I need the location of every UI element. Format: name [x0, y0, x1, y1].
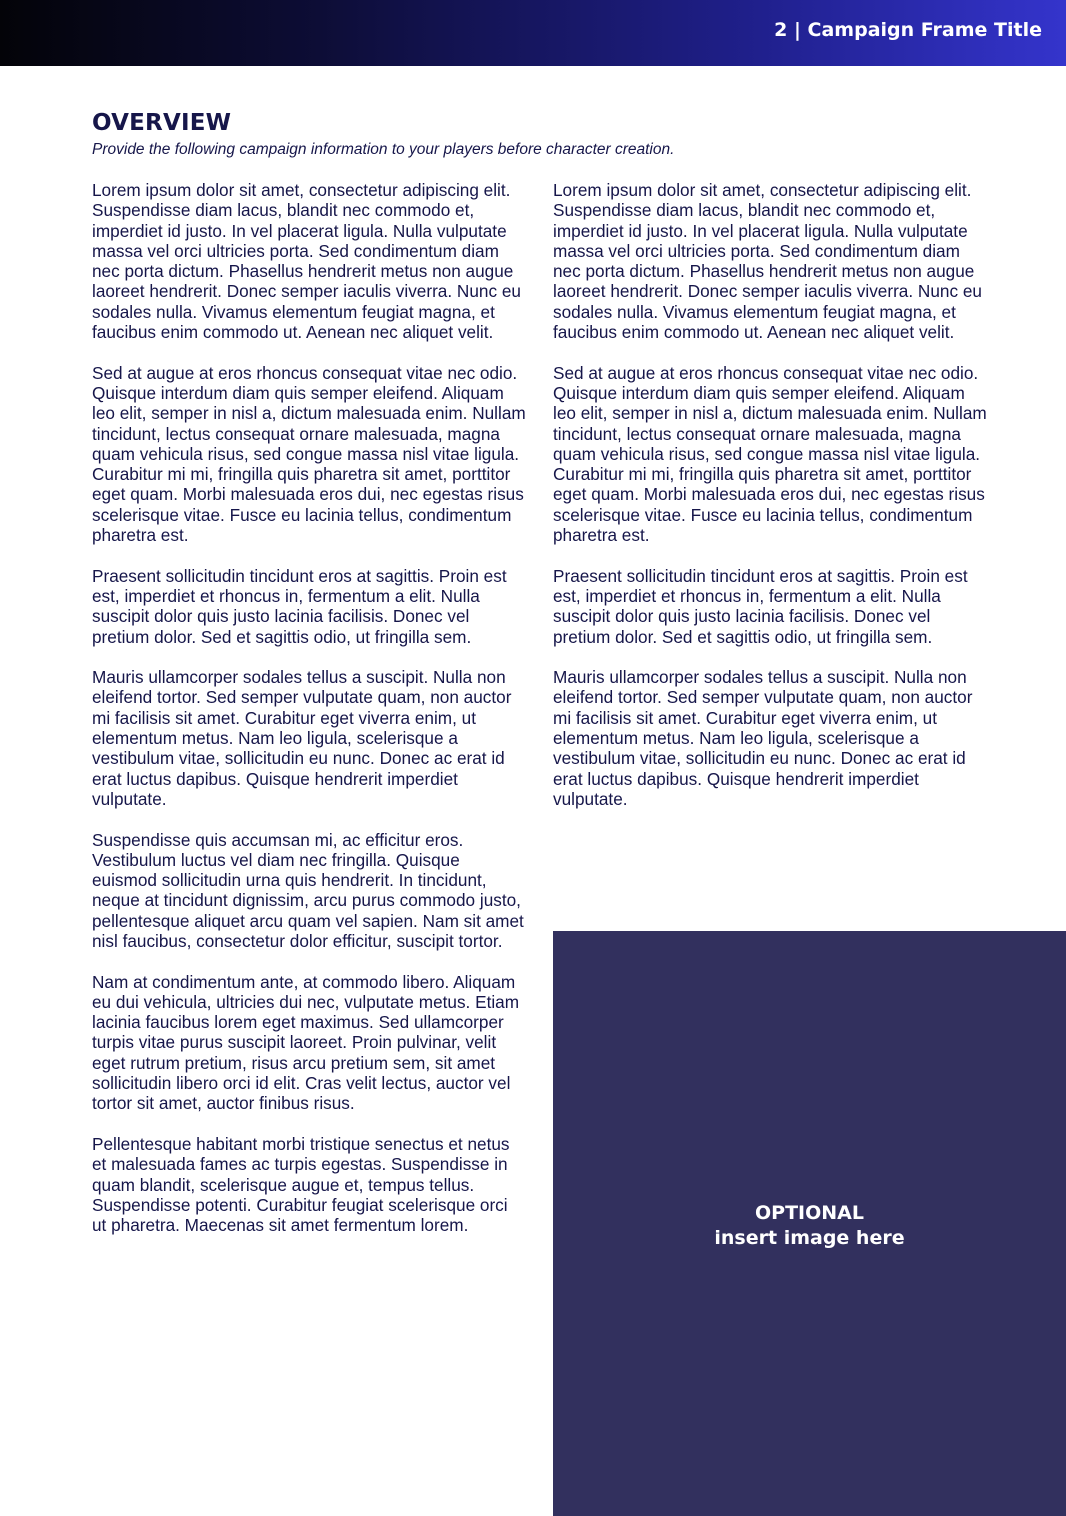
- right-column: [553, 180, 987, 830]
- header-bar: [0, 0, 1066, 66]
- paragraph: Sed at augue at eros rhoncus consequat vitae nec odio. Quisque interdum diam quis semper eleifend. Aliquam leo elit, semper in nisl a, dictum malesuada enim. Nullam tincidunt, lectus consequat ornare malesuada, magna quam vehicula risus, sed congue massa nisl vitae ligula. Curabitur mi mi, fringilla quis pharetra sit amet, porttitor eget quam. Morbi malesuada eros dui, nec egestas risus scelerisque vitae. Fusce eu lacinia tellus, condimentum pharetra est.: [553, 362, 987, 546]
- page-title: 2 | Campaign Frame Title: [774, 19, 1042, 41]
- left-column: [92, 180, 526, 1256]
- overview-heading: OVERVIEW: [92, 110, 232, 136]
- paragraph: Lorem ipsum dolor sit amet, consectetur adipiscing elit. Suspendisse diam lacus, blandit nec commodo et, imperdiet id justo. In vel placerat ligula. Nulla vulputate massa vel orci ultricies porta. Sed condimentum diam nec porta dictum. Phasellus hendrerit metus non augue laoreet hendrerit. Donec semper iaculis viverra. Nunc eu sodales nulla. Vivamus elementum feugiat magna, et faucibus enim commodo ut. Aenean nec aliquet velit.: [92, 180, 521, 343]
- paragraph: Praesent sollicitudin tincidunt eros at sagittis. Proin est est, imperdiet et rhoncus in, fermentum a elit. Nulla suscipit dolor quis justo lacinia facilisis. Donec vel pretium dolor. Sed et sagittis odio, ut fringilla sem.: [553, 565, 968, 647]
- paragraph: Lorem ipsum dolor sit amet, consectetur adipiscing elit. Suspendisse diam lacus, blandit nec commodo et, imperdiet id justo. In vel placerat ligula. Nulla vulputate massa vel orci ultricies porta. Sed condimentum diam nec porta dictum. Phasellus hendrerit metus non augue laoreet hendrerit. Donec semper iaculis viverra. Nunc eu sodales nulla. Vivamus elementum feugiat magna, et faucibus enim commodo ut. Aenean nec aliquet velit.: [553, 180, 982, 343]
- paragraph: Mauris ullamcorper sodales tellus a suscipit. Nulla non eleifend tortor. Sed semper vulputate quam, non auctor mi facilisis sit amet. Curabitur eget viverra enim, ut elementum metus. Nam leo ligula, scelerisque a vestibulum vitae, sollicitudin eu nunc. Donec ac erat id erat luctus dapibus. Quisque hendrerit imperdiet vulputate.: [92, 667, 512, 809]
- paragraph: Sed at augue at eros rhoncus consequat vitae nec odio. Quisque interdum diam quis semper eleifend. Aliquam leo elit, semper in nisl a, dictum malesuada enim. Nullam tincidunt, lectus consequat ornare malesuada, magna quam vehicula risus, sed congue massa nisl vitae ligula. Curabitur mi mi, fringilla quis pharetra sit amet, porttitor eget quam. Morbi malesuada eros dui, nec egestas risus scelerisque vitae. Fusce eu lacinia tellus, condimentum pharetra est.: [92, 362, 526, 546]
- paragraph: Pellentesque habitant morbi tristique senectus et netus et malesuada fames ac turpis egestas. Suspendisse in quam blandit, scelerisque augue et, tempus tellus. Suspendisse potenti. Curabitur feugiat scelerisque orci ut pharetra. Maecenas sit amet fermentum lorem.: [92, 1133, 510, 1236]
- paragraph: Praesent sollicitudin tincidunt eros at sagittis. Proin est est, imperdiet et rhoncus in, fermentum a elit. Nulla suscipit dolor quis justo lacinia facilisis. Donec vel pretium dolor. Sed et sagittis odio, ut fringilla sem.: [92, 565, 507, 647]
- paragraph: Mauris ullamcorper sodales tellus a suscipit. Nulla non eleifend tortor. Sed semper vulputate quam, non auctor mi facilisis sit amet. Curabitur eget viverra enim, ut elementum metus. Nam leo ligula, scelerisque a vestibulum vitae, sollicitudin eu nunc. Donec ac erat id erat luctus dapibus. Quisque hendrerit imperdiet vulputate.: [553, 667, 973, 809]
- image-placeholder-line-1: OPTIONAL: [755, 1202, 864, 1224]
- overview-subtitle: Provide the following campaign information to your players before character creation.: [92, 141, 675, 158]
- image-placeholder-label: [553, 1201, 1066, 1251]
- image-placeholder-line-2: insert image here: [714, 1227, 905, 1249]
- paragraph: Suspendisse quis accumsan mi, ac efficitur eros. Vestibulum luctus vel diam nec fringilla. Quisque euismod sollicitudin urna quis hendrerit. In tincidunt, neque at tincidunt dignissim, arcu purus commodo justo, pellentesque aliquet arcu quam vel sapien. Nam sit amet nisl faucibus, consectetur dolor efficitur, suscipit tortor.: [92, 829, 524, 951]
- paragraph: Nam at condimentum ante, at commodo libero. Aliquam eu dui vehicula, ultricies dui nec, vulputate metus. Etiam lacinia faucibus lorem eget maximus. Sed ullamcorper turpis vitae purus suscipit laoreet. Proin pulvinar, velit eget rutrum pretium, risus arcu pretium sem, sit amet sollicitudin libero orci id elit. Cras velit lectus, auctor vel tortor sit amet, auctor finibus risus.: [92, 971, 520, 1114]
- image-placeholder[interactable]: [553, 931, 1066, 1516]
